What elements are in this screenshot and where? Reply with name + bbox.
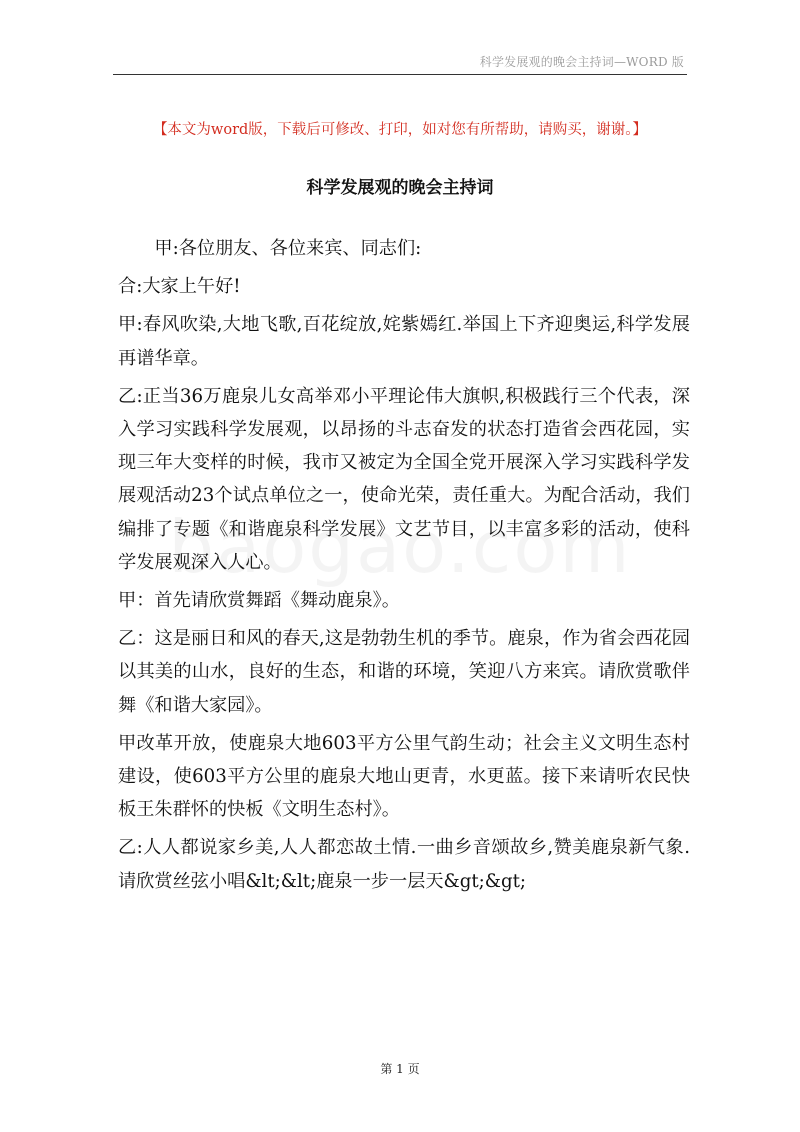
page-number: 第 1 页	[380, 1062, 420, 1076]
paragraph: 甲:各位朋友、各位来宾、同志们:	[154, 238, 422, 259]
paragraph: 甲改革开放，使鹿泉大地603平方公里气韵生动；社会主义文明生态村建设，使603平方公里的鹿泉大地山更青，水更蓝。接下来请听农民快板王朱群怀的快板《文明生态村》。	[118, 732, 690, 821]
purchase-notice: 【本文为word版，下载后可修改、打印，如对您有所帮助，请购买，谢谢。】	[152, 122, 648, 138]
paragraph: 甲：首先请欣赏舞蹈《舞动鹿泉》。	[118, 590, 400, 612]
paragraph: 甲:春风吹染,大地飞歌,百花绽放,姹紫嫣红.举国上下齐迎奥运,科学发展再谱华章。	[118, 314, 690, 369]
paragraph: 乙:正当36万鹿泉儿女高举邓小平理论伟大旗帜,积极践行三个代表，深入学习实践科学发展观，以昂扬的斗志奋发的状态打造省会西花园，实现三年大变样的时候，我市又被定为全国全党开展深入学习实践科学发展观活动23个试点单位之一，使命光荣，责任重大。为配合活动，我们编排了专题《和谐鹿泉科学发展》文艺节目，以丰富多彩的活动，使科学发展观深入人心。	[118, 385, 690, 573]
paragraph: 乙：这是丽日和风的春天,这是勃勃生机的季节。鹿泉，作为省会西花园以其美的山水，良好的生态，和谐的环境，笑迎八方来宾。请欣赏歌伴舞《和谐大家园》。	[118, 628, 690, 716]
paragraph: 合:大家上午好!	[118, 276, 241, 298]
document-body	[118, 232, 690, 903]
running-header: 科学发展观的晚会主持词—WORD 版	[479, 55, 684, 69]
header-divider	[113, 74, 687, 75]
paragraph: 乙:人人都说家乡美,人人都恋故土情.一曲乡音颂故乡,赞美鹿泉新气象.请欣赏丝弦小唱&lt;&lt;鹿泉一步一层天&gt;&gt;	[118, 837, 690, 892]
document-title: 科学发展观的晚会主持词	[306, 178, 494, 198]
